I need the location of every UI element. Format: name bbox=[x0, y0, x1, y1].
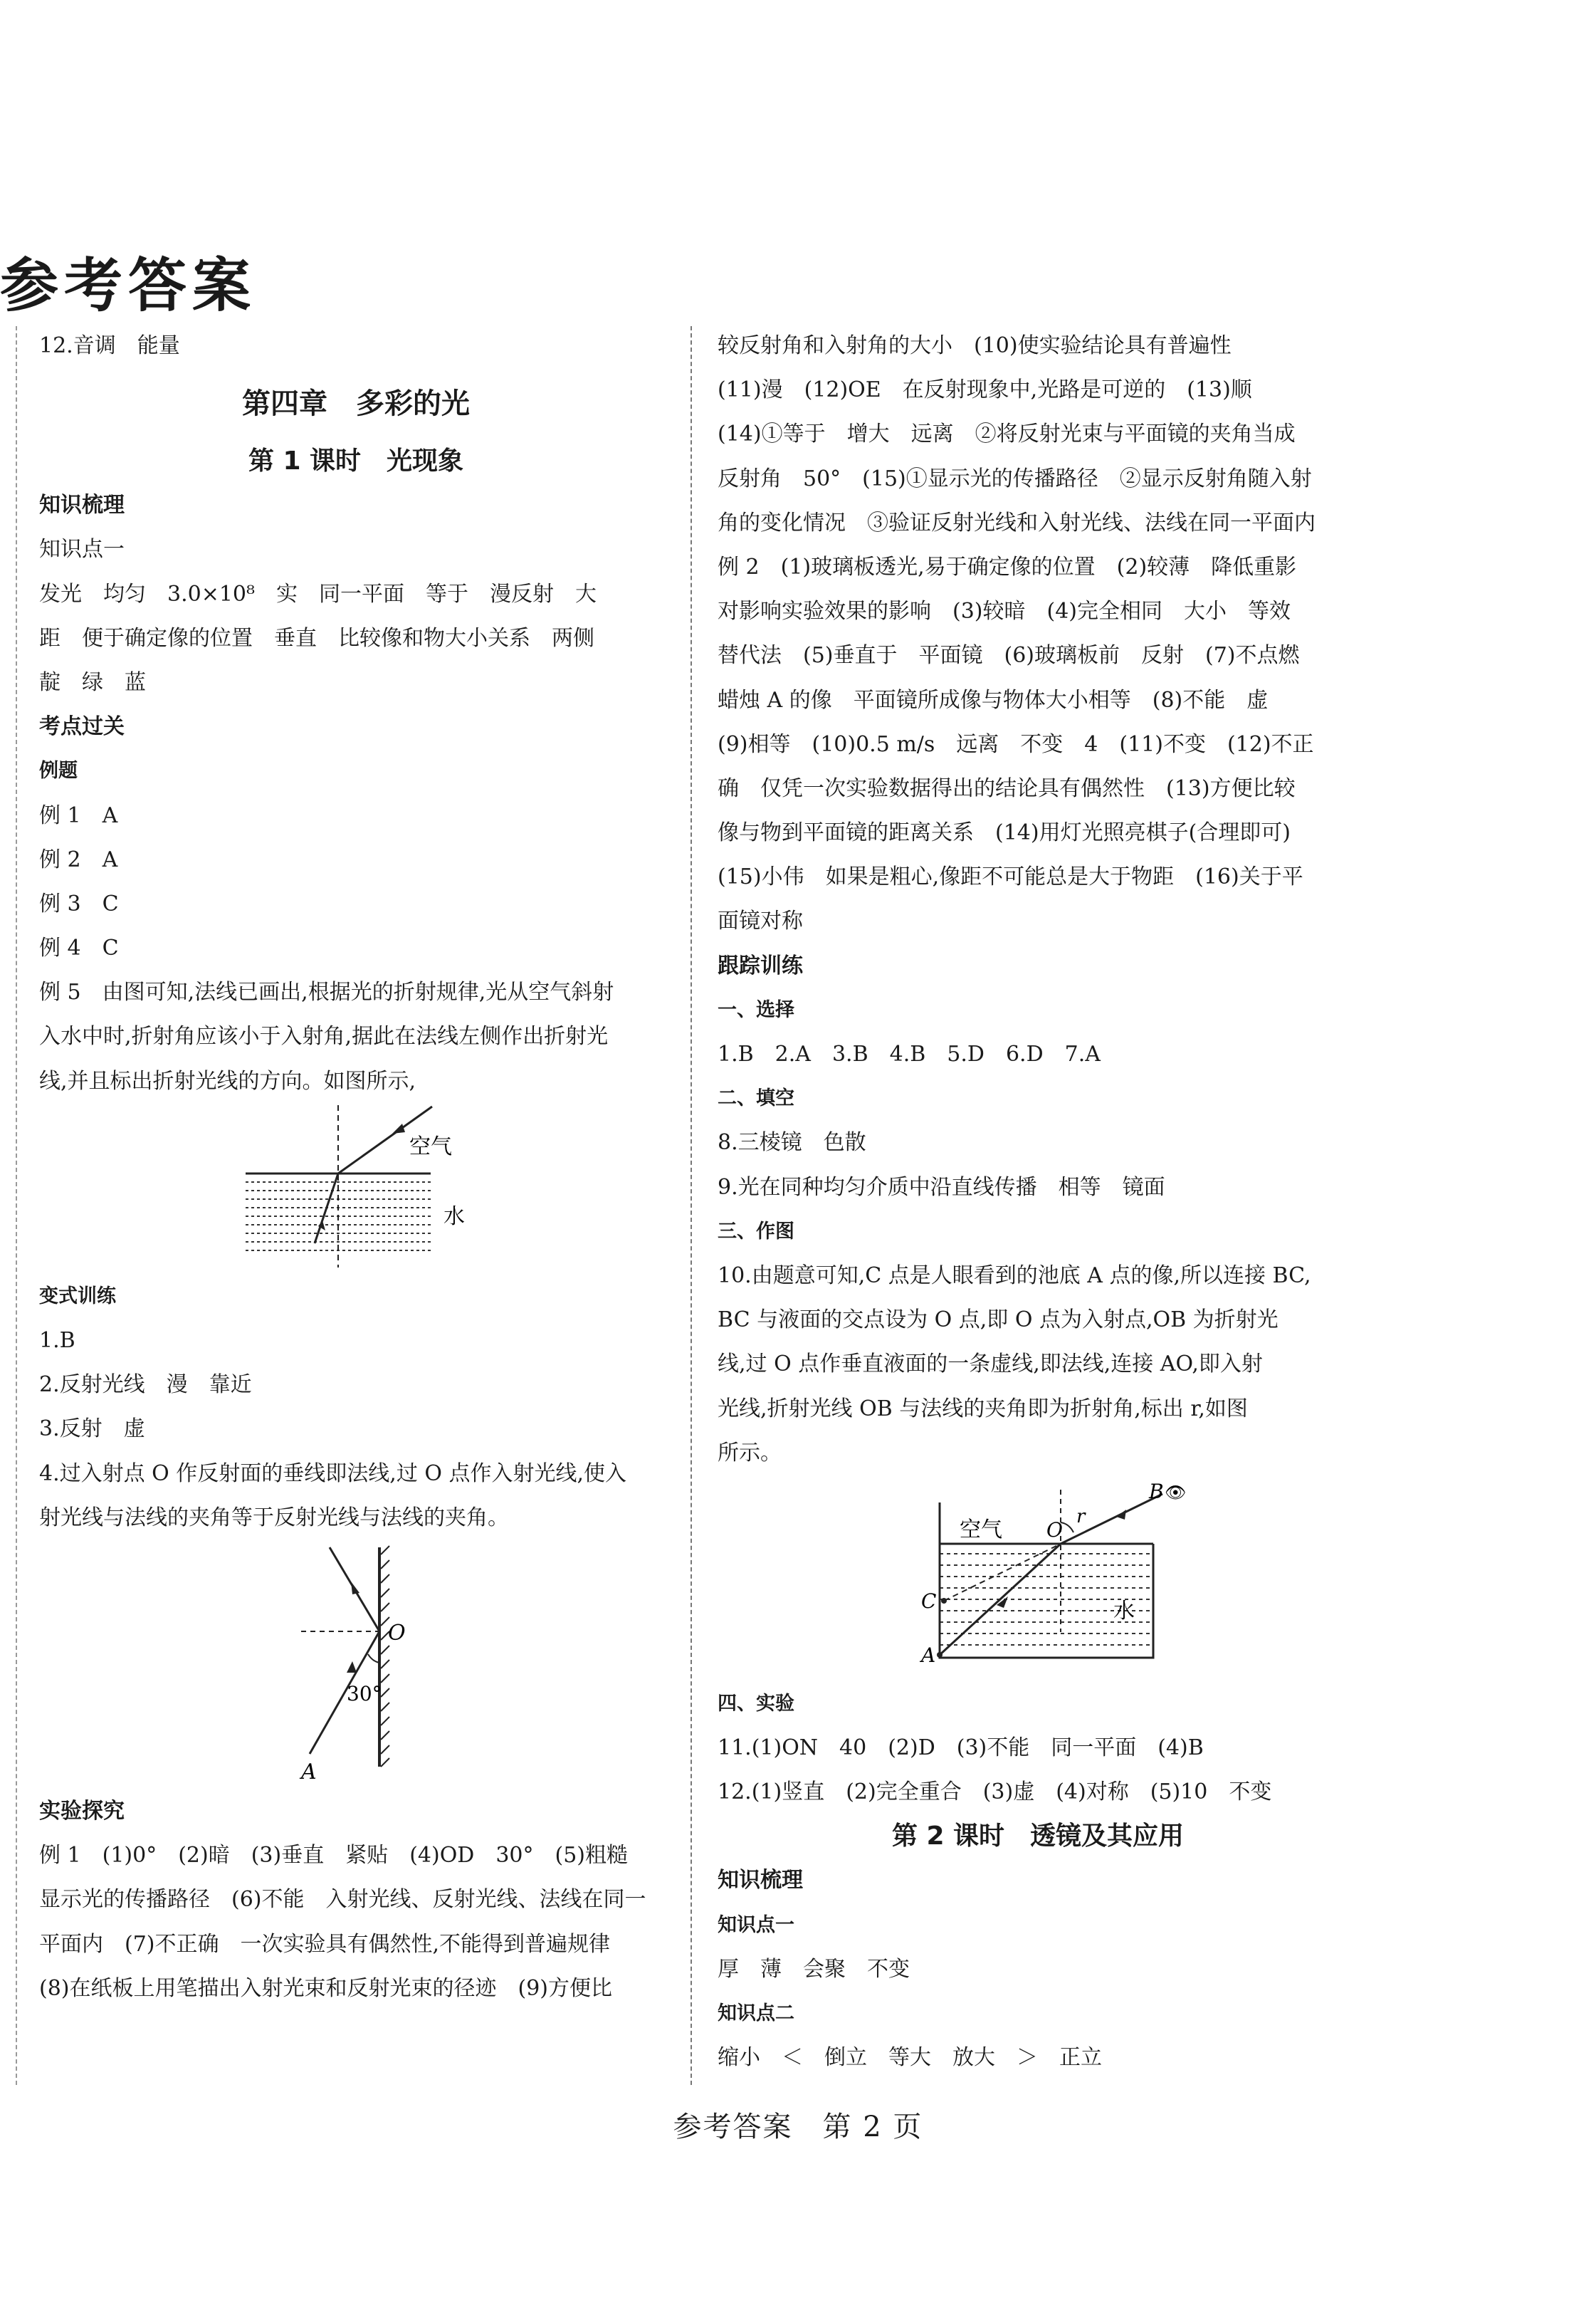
pool-refraction-figure bbox=[718, 1475, 1358, 1682]
answer-line: 12.(1)竖直 (2)完全重合 (3)虚 (4)对称 (5)10 不变 bbox=[718, 1779, 1272, 1805]
section-heading: 知识梳理 bbox=[718, 1868, 803, 1893]
lesson-heading: 第 2 课时 透镜及其应用 bbox=[891, 1821, 1185, 1851]
column-divider bbox=[691, 326, 692, 2085]
answer-line: 所示。 bbox=[718, 1440, 782, 1465]
answer-line: 蜡烛 A 的像 平面镜所成像与物体大小相等 (8)不能 虚 bbox=[718, 687, 1269, 713]
answer-line: 8.三棱镜 色散 bbox=[718, 1130, 866, 1156]
answer-line: (14)①等于 增大 远离 ②将反射光束与平面镜的夹角当成 bbox=[718, 422, 1296, 447]
answer-line: 例 2 A bbox=[39, 847, 118, 872]
answer-line: 缩小 ＜ 倒立 等大 放大 ＞ 正立 bbox=[718, 2045, 1102, 2071]
answer-line: 反射角 50° (15)①显示光的传播路径 ②显示反射角随入射 bbox=[718, 466, 1312, 491]
answer-line: 12.音调 能量 bbox=[39, 333, 180, 358]
answer-line: 角的变化情况 ③验证反射光线和入射光线、法线在同一平面内 bbox=[718, 510, 1316, 535]
answer-line: 例 1 (1)0° (2)暗 (3)垂直 紧贴 (4)OD 30° (5)粗糙 bbox=[39, 1843, 629, 1868]
answer-line: BC 与液面的交点设为 O 点,即 O 点为入射点,OB 为折射光 bbox=[718, 1307, 1279, 1333]
answer-line: 像与物到平面镜的距离关系 (14)用灯光照亮棋子(合理即可) bbox=[718, 820, 1291, 846]
answer-line: 3.反射 虚 bbox=[39, 1416, 145, 1442]
answer-line: 确 仅凭一次实验数据得出的结论具有偶然性 (13)方便比较 bbox=[718, 775, 1296, 801]
point-o-label: O bbox=[1046, 1517, 1063, 1542]
answer-line: 入水中时,折射角应该小于入射角,据此在法线左侧作出折射光 bbox=[39, 1024, 609, 1050]
angle-label: 30° bbox=[347, 1681, 382, 1705]
answer-line: 靛 绿 蓝 bbox=[39, 669, 146, 695]
answer-line: 距 便于确定像的位置 垂直 比较像和物大小关系 两侧 bbox=[39, 625, 594, 651]
right-column bbox=[718, 324, 1358, 2080]
answer-line: 线,过 O 点作垂直液面的一条虚线,即法线,连接 AO,即入射 bbox=[718, 1352, 1263, 1377]
answer-line: 平面内 (7)不正确 一次实验具有偶然性,不能得到普遍规律 bbox=[39, 1931, 611, 1957]
answer-line: 显示光的传播路径 (6)不能 入射光线、反射光线、法线在同一 bbox=[39, 1887, 646, 1913]
pool-refraction-diagram bbox=[718, 1475, 1358, 1682]
subsection-heading: 变式训练 bbox=[39, 1285, 116, 1307]
reflection-diagram bbox=[39, 1540, 673, 1789]
answer-line: 10.由题意可知,C 点是人眼看到的池底 A 点的像,所以连接 BC, bbox=[718, 1263, 1311, 1288]
answer-line: 2.反射光线 漫 靠近 bbox=[39, 1372, 252, 1398]
answer-line: (8)在纸板上用笔描出入射光束和反射光束的径迹 (9)方便比 bbox=[39, 1975, 612, 2001]
subsection-heading: 例题 bbox=[39, 760, 78, 783]
subsection-heading: 知识点二 bbox=[718, 2002, 794, 2024]
air-label: 空气 bbox=[409, 1134, 452, 1159]
chapter-heading: 第四章 多彩的光 bbox=[242, 387, 470, 421]
lesson-heading: 第 1 课时 光现象 bbox=[248, 446, 464, 476]
page-title: 参考答案 bbox=[0, 251, 257, 320]
answer-line: (9)相等 (10)0.5 m/s 远离 不变 4 (11)不变 (12)不正 bbox=[718, 731, 1314, 757]
eye-icon: 👁 bbox=[1165, 1482, 1187, 1502]
answer-line: (15)小伟 如果是粗心,像距不可能总是大于物距 (16)关于平 bbox=[718, 864, 1303, 890]
answer-line: 替代法 (5)垂直于 平面镜 (6)玻璃板前 反射 (7)不点燃 bbox=[718, 643, 1300, 669]
subsection-heading: 二、填空 bbox=[718, 1087, 794, 1110]
answer-line: 线,并且标出折射光线的方向。如图所示, bbox=[39, 1068, 416, 1094]
answer-line: 射光线与法线的夹角等于反射光线与法线的夹角。 bbox=[39, 1505, 509, 1530]
answer-line: 发光 均匀 3.0×10⁸ 实 同一平面 等于 漫反射 大 bbox=[39, 581, 597, 607]
answer-line: 11.(1)ON 40 (2)D (3)不能 同一平面 (4)B bbox=[718, 1735, 1204, 1761]
answer-line: 面镜对称 bbox=[718, 909, 803, 934]
answer-line: 1.B 2.A 3.B 4.B 5.D 6.D 7.A bbox=[718, 1042, 1101, 1067]
refraction-diagram bbox=[39, 1104, 673, 1275]
air-label: 空气 bbox=[960, 1517, 1002, 1542]
answer-line: 1.B bbox=[39, 1328, 75, 1353]
refraction-figure bbox=[39, 1104, 673, 1275]
point-c-label: C bbox=[921, 1589, 937, 1613]
subsection-heading: 知识点一 bbox=[718, 1913, 794, 1936]
answer-line: 4.过入射点 O 作反射面的垂线即法线,过 O 点作入射光线,使入 bbox=[39, 1460, 627, 1486]
water-label: 水 bbox=[443, 1203, 465, 1229]
answer-line: (11)漫 (12)OE 在反射现象中,光路是可逆的 (13)顺 bbox=[718, 377, 1252, 403]
answer-line: 例 5 由图可知,法线已画出,根据光的折射规律,光从空气斜射 bbox=[39, 980, 614, 1005]
section-heading: 考点过关 bbox=[39, 714, 125, 740]
answer-line: 例 1 A bbox=[39, 803, 118, 828]
point-o-label: O bbox=[388, 1620, 406, 1646]
answer-line: 光线,折射光线 OB 与法线的夹角即为折射角,标出 r,如图 bbox=[718, 1396, 1248, 1421]
answer-line: 例 3 C bbox=[39, 891, 119, 916]
section-heading: 跟踪训练 bbox=[718, 953, 803, 978]
section-heading: 实验探究 bbox=[39, 1798, 125, 1824]
water-label: 水 bbox=[1113, 1598, 1135, 1624]
answer-line: 较反射角和入射角的大小 (10)使实验结论具有普遍性 bbox=[718, 333, 1232, 358]
reflection-figure bbox=[39, 1540, 673, 1789]
page-footer: 参考答案 第 2 页 bbox=[673, 2111, 923, 2143]
subsection-heading: 四、实验 bbox=[718, 1692, 794, 1715]
answer-line: 例 4 C bbox=[39, 936, 119, 961]
subsection-heading: 三、作图 bbox=[718, 1220, 794, 1243]
answer-line: 例 2 (1)玻璃板透光,易于确定像的位置 (2)较薄 降低重影 bbox=[718, 554, 1297, 580]
answer-line: 厚 薄 会聚 不变 bbox=[718, 1956, 910, 1982]
angle-r-label: r bbox=[1076, 1505, 1086, 1527]
point-a-label: A bbox=[301, 1759, 317, 1784]
answer-line: 对影响实验效果的影响 (3)较暗 (4)完全相同 大小 等效 bbox=[718, 599, 1291, 624]
point-a-label: A bbox=[921, 1643, 936, 1667]
point-b-label: B bbox=[1149, 1479, 1164, 1503]
answer-line: 9.光在同种均匀介质中沿直线传播 相等 镜面 bbox=[718, 1174, 1165, 1200]
left-column bbox=[39, 324, 673, 2011]
subsection-label: 知识点一 bbox=[39, 537, 125, 563]
left-margin-rule bbox=[16, 326, 17, 2085]
subsection-heading: 一、选择 bbox=[718, 998, 794, 1021]
section-heading: 知识梳理 bbox=[39, 493, 125, 518]
